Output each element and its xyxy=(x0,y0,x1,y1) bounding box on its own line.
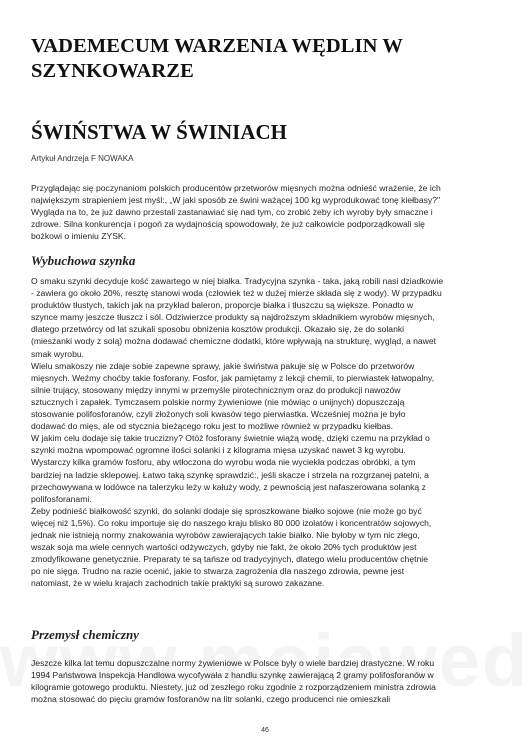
text-line: wszak soja ma wiele cennych wartości odżywczych, gdyby nie fakt, że około 20% tych produktów jest xyxy=(31,542,417,553)
text-line: największym strapieniem jest myśl:, „W jaki sposób ze świni ważącej 100 kg wyprodukować tonę kiełbasy?" xyxy=(31,195,441,206)
text-line: stosowanie polifosforanów, czyli złożonych soli kwasów tego pierwiastka. Wcześniej można je było xyxy=(31,409,406,420)
text-line: można stosować do pięciu gramów fosforanów na litr solanki, czego producenci nie omieszkali xyxy=(31,694,391,705)
section-heading: Wybuchowa szynka xyxy=(31,253,136,268)
page-number: 46 xyxy=(261,727,269,734)
text-line: (mieszanki wody z solą) można dodawać chemiczne dodatki, które wpływają na strukturę, wygląd, a nawet xyxy=(31,336,437,347)
article-title: ŚWIŃSTWA W ŚWINIACH xyxy=(31,120,287,144)
book-title-line: SZYNKOWARZE xyxy=(31,60,194,82)
text-line: szynki można wpompować ogromne ilości solanki i z kilograma mięsa uzyskać nawet 3 kg wyrobu. xyxy=(31,445,406,456)
text-line: Przyglądając się poczynaniom polskich producentów przetworów mięsnych można odnieść wrażenie, że ich xyxy=(31,183,441,193)
text-line: - zawiera go około 20%, resztę stanowi woda (człowiek też w dużej mierze składa się z wody). W przypadku xyxy=(31,288,442,299)
text-line: zdrowe. Silna konkurencja i pogoń za wydajnością spowodowały, że już całkowicie podporządkowali się xyxy=(31,219,425,230)
section-heading: Przemysł chemiczny xyxy=(31,627,139,642)
book-title-line: VADEMECUM WARZENIA WĘDLIN W xyxy=(31,35,403,57)
text-line: polifosforanami. xyxy=(31,493,92,504)
text-line: Wielu smakoszy nie zdaje sobie zapewne sprawy, jakie świństwa pakuje się w Polsce do przetworów xyxy=(31,360,415,371)
text-line: szynce mamy jeszcze tłuszcz i sól. Odziwierzce produkty są najdroższym składnikiem wyrobów mięsnych, xyxy=(31,312,435,323)
text-line: 1994 Państwowa Inspekcja Handlowa wycofywała z handlu szynkę zawierającą 2 gramy polifosforanów w xyxy=(31,670,434,681)
text-line: Wystarczy kilka gramów fosforu, aby wtłoczona do wyrobu woda nie wyciekła podczas obróbki, a tym xyxy=(31,457,416,468)
text-line: mięsnych. Weźmy choćby takie fosforany. Fosfor, jak pamiętamy z lekcji chemii, to pierwiastek łatwopalny, xyxy=(31,372,435,383)
text-line: O smaku szynki decyduje kość zawartego w niej białka. Tradycyjna szynka - taka, jaką robili nasi dziadkowie xyxy=(31,276,444,286)
text-line: zmodyfikowane genetycznie. Preparaty te są tańsze od tradycyjnych, dlatego wielu producentów chętnie xyxy=(31,554,428,565)
book-title xyxy=(31,34,501,84)
section-body xyxy=(31,657,503,705)
text-line: sztucznych i zapałek. Tymczasem polskie normy żywieniowe (nie mówiąc o unijnych) dopuszczają xyxy=(31,396,405,407)
text-line: więcej niż 1,5%). Co roku importuje się do naszego kraju blisko 80 000 izolatów i koncentratów sojowych, xyxy=(31,517,432,528)
text-line: bardziej na ladzie sklepowej. Łatwo taką szynkę sprawdzić:, jeśli skacze i strzela na rozgrzanej patelni, a xyxy=(31,469,429,480)
article-byline: Artykuł Andrzeja F NOWAKA xyxy=(31,154,134,163)
text-line: przechowywana w lodówce na talerzyku leży w kałuży wody, z pewnością jest nafaszerowana solanką z xyxy=(31,481,426,492)
text-line: Wygląda na to, że już dawno przestali zastanawiać się nad tym, co zrobić żeby ich wyroby były smaczne i xyxy=(31,207,433,218)
text-line: jednak nie istnieją normy znakowania wyrobów zawierających takie białko. Nie byłoby w tym nic złego, xyxy=(31,529,420,540)
text-line: Żeby podnieść białkowość szynki, do solanki dodaje się sproszkowane białko sojowe (nie może go być xyxy=(31,505,422,516)
text-line: dlatego przetwórcy od lat szukali sposobu obniżenia kosztów produkcji. Okazało się, że do solanki xyxy=(31,324,405,335)
text-line: po nie sięga. Trudno na razie ocenić, jakie to stwarza zagrożenia dla naszego zdrowia, pewne jest xyxy=(31,566,405,577)
text-line: dodawać do mięs, ale od stycznia bieżącego roku jest to możliwe również w przypadku kiełbas. xyxy=(31,421,394,432)
text-line: silnie trujący, stosowany między innymi w przemyśle pirotechnicznym oraz do produkcji nawozów xyxy=(31,384,401,395)
intro-paragraph xyxy=(31,182,503,242)
section-body xyxy=(31,275,503,589)
text-line: kilogramie gotowego produktu. Niestety, już od zeszłego roku zgodnie z rozporządzeniem ministra zdrowia xyxy=(31,682,436,693)
text-line: Jeszcze kilka lat temu dopuszczalne normy żywieniowe w Polsce były o wiele bardziej drastyczne. W roku xyxy=(31,658,435,668)
text-line: produktów tłustych, takich jak na przykład baleron, proporcje białka i tłuszczu są większe. Ponadto w xyxy=(31,300,414,311)
text-line: smak wyrobu. xyxy=(31,348,85,359)
text-line: bożkowi o imieniu ZYSK. xyxy=(31,231,127,242)
text-line: W jakim celu dodaje się takie truczizny? Otóż fosforany świetnie wiążą wodę, dzięki czemu na przykład o xyxy=(31,433,430,444)
text-line: natomiast, że w wielu krajach zachodnich takie praktyki są surowo zakazane. xyxy=(31,578,325,589)
